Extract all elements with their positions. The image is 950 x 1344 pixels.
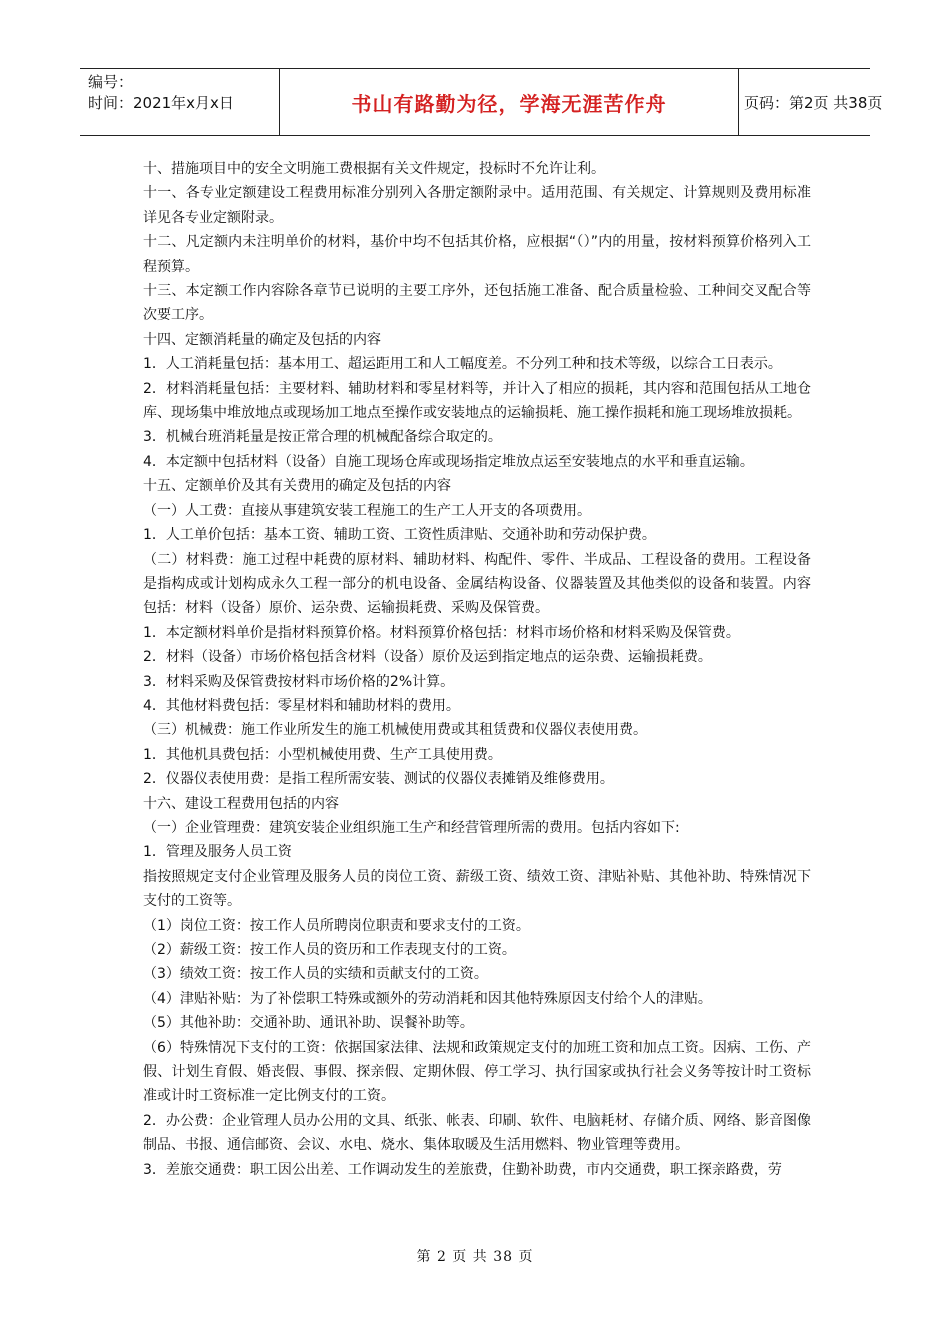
body-paragraph: 3．差旅交通费：职工因公出差、工作调动发生的差旅费，住勤补助费，市内交通费，职工探亲路费，劳 — [143, 1161, 782, 1178]
body-paragraph: 1．人工单价包括：基本工资、辅助工资、工资性质津贴、交通补助和劳动保护费。 — [143, 527, 656, 544]
body-paragraph: 3．机械台班消耗量是按正常合理的机械配备综合取定的。 — [143, 429, 502, 446]
body-paragraph: 1．人工消耗量包括：基本用工、超运距用工和人工幅度差。不分列工种和技术等级，以综合工日表示。 — [143, 356, 782, 373]
body-paragraph: （二）材料费：施工过程中耗费的原材料、辅助材料、构配件、零件、半成品、工程设备的费用。工程设备是指构成或计划构成永久工程一部分的机电设备、金属结构设备、仪器装置及其他类似的设备和装置。内容包括：材料（设备）原价、运杂费、运输损耗费、采购及保管费。 — [143, 551, 811, 617]
footer-page-number: 第 2 页 共 38 页 — [416, 1249, 534, 1265]
body-paragraph: （1）岗位工资：按工作人员所聘岗位职责和要求支付的工资。 — [143, 917, 530, 934]
body-paragraph: 十五、定额单价及其有关费用的确定及包括的内容 — [143, 478, 451, 495]
body-paragraph: （4）津贴补贴：为了补偿职工特殊或额外的劳动消耗和因其他特殊原因支付给个人的津贴。 — [143, 990, 712, 1007]
document-body — [143, 157, 811, 1182]
body-paragraph: 指按照规定支付企业管理及服务人员的岗位工资、薪级工资、绩效工资、津贴补贴、其他补助、特殊情况下支付的工资等。 — [143, 868, 811, 910]
body-paragraph: （一）人工费：直接从事建筑安装工程施工的生产工人开支的各项费用。 — [143, 502, 591, 519]
document-time: 时间：2021年x月x日 — [88, 94, 234, 112]
body-paragraph: （三）机械费：施工作业所发生的施工机械使用费或其租赁费和仪器仪表使用费。 — [143, 722, 647, 739]
body-paragraph: 十四、定额消耗量的确定及包括的内容 — [143, 331, 381, 348]
body-paragraph: 4．本定额中包括材料（设备）自施工现场仓库或现场指定堆放点运至安装地点的水平和垂直运输。 — [143, 453, 754, 470]
body-paragraph: 2．材料（设备）市场价格包括含材料（设备）原价及运到指定地点的运杂费、运输损耗费。 — [143, 649, 712, 666]
page-footer — [0, 1246, 950, 1266]
header-page-info: 页码：第2页 共38页 — [744, 93, 883, 112]
body-paragraph: （2）薪级工资：按工作人员的资历和工作表现支付的工资。 — [143, 942, 516, 958]
page-header — [80, 68, 883, 136]
body-paragraph: 1．本定额材料单价是指材料预算价格。材料预算价格包括：材料市场价格和材料采购及保管费。 — [143, 624, 740, 641]
document-number-label: 编号： — [88, 73, 134, 91]
header-motto: 书山有路勤为径，学海无涯苦作舟 — [351, 91, 667, 116]
body-paragraph: （一）企业管理费：建筑安装企业组织施工生产和经营管理所需的费用。包括内容如下: — [143, 819, 680, 836]
body-paragraph: 十二、凡定额内未注明单价的材料，基价中均不包括其价格，应根据“（）”内的用量，按材料预算价格列入工程预算。 — [143, 234, 811, 275]
body-paragraph: 1．管理及服务人员工资 — [143, 844, 292, 861]
body-paragraph: 2．办公费：企业管理人员办公用的文具、纸张、帐表、印刷、软件、电脑耗材、存储介质、网络、影音图像制品、书报、通信邮资、会议、水电、烧水、集体取暖及生活用燃料、物业管理等费用。 — [143, 1112, 811, 1154]
body-paragraph: （6）特殊情况下支付的工资：依据国家法律、法规和政策规定支付的加班工资和加点工资。因病、工伤、产假、计划生育假、婚丧假、事假、探亲假、定期休假、停工学习、执行国家或执行社会义务等按计时工资标准或计时工资标准一定比例支付的工资。 — [143, 1039, 811, 1105]
header-meta — [80, 69, 280, 135]
body-paragraph: 2．材料消耗量包括：主要材料、辅助材料和零星材料等，并计入了相应的损耗，其内容和范围包括从工地仓库、现场集中堆放地点或现场加工地点至操作或安装地点的运输损耗、施工操作损耗和施工现场堆放损耗。 — [143, 380, 811, 422]
body-paragraph: （3）绩效工资：按工作人员的实绩和贡献支付的工资。 — [143, 966, 488, 983]
body-paragraph: 十六、建设工程费用包括的内容 — [143, 795, 339, 812]
body-paragraph: 4．其他材料费包括：零星材料和辅助材料的费用。 — [143, 697, 460, 714]
header-motto-cell — [280, 69, 739, 135]
body-paragraph: 十三、本定额工作内容除各章节已说明的主要工序外，还包括施工准备、配合质量检验、工种间交叉配合等次要工序。 — [143, 283, 811, 324]
body-paragraph: 3．材料采购及保管费按材料市场价格的2%计算。 — [143, 673, 455, 690]
body-paragraph: 十一、各专业定额建设工程费用标准分别列入各册定额附录中。适用范围、有关规定、计算规则及费用标准详见各专业定额附录。 — [143, 185, 811, 226]
body-paragraph: 2．仪器仪表使用费：是指工程所需安装、测试的仪器仪表摊销及维修费用。 — [143, 771, 614, 788]
body-paragraph: 1．其他机具费包括：小型机械使用费、生产工具使用费。 — [143, 746, 502, 763]
header-page-info-cell — [738, 69, 883, 135]
body-paragraph: 十、措施项目中的安全文明施工费根据有关文件规定，投标时不允许让利。 — [143, 161, 605, 177]
body-paragraph: （5）其他补助：交通补助、通讯补助、误餐补助等。 — [143, 1015, 474, 1032]
